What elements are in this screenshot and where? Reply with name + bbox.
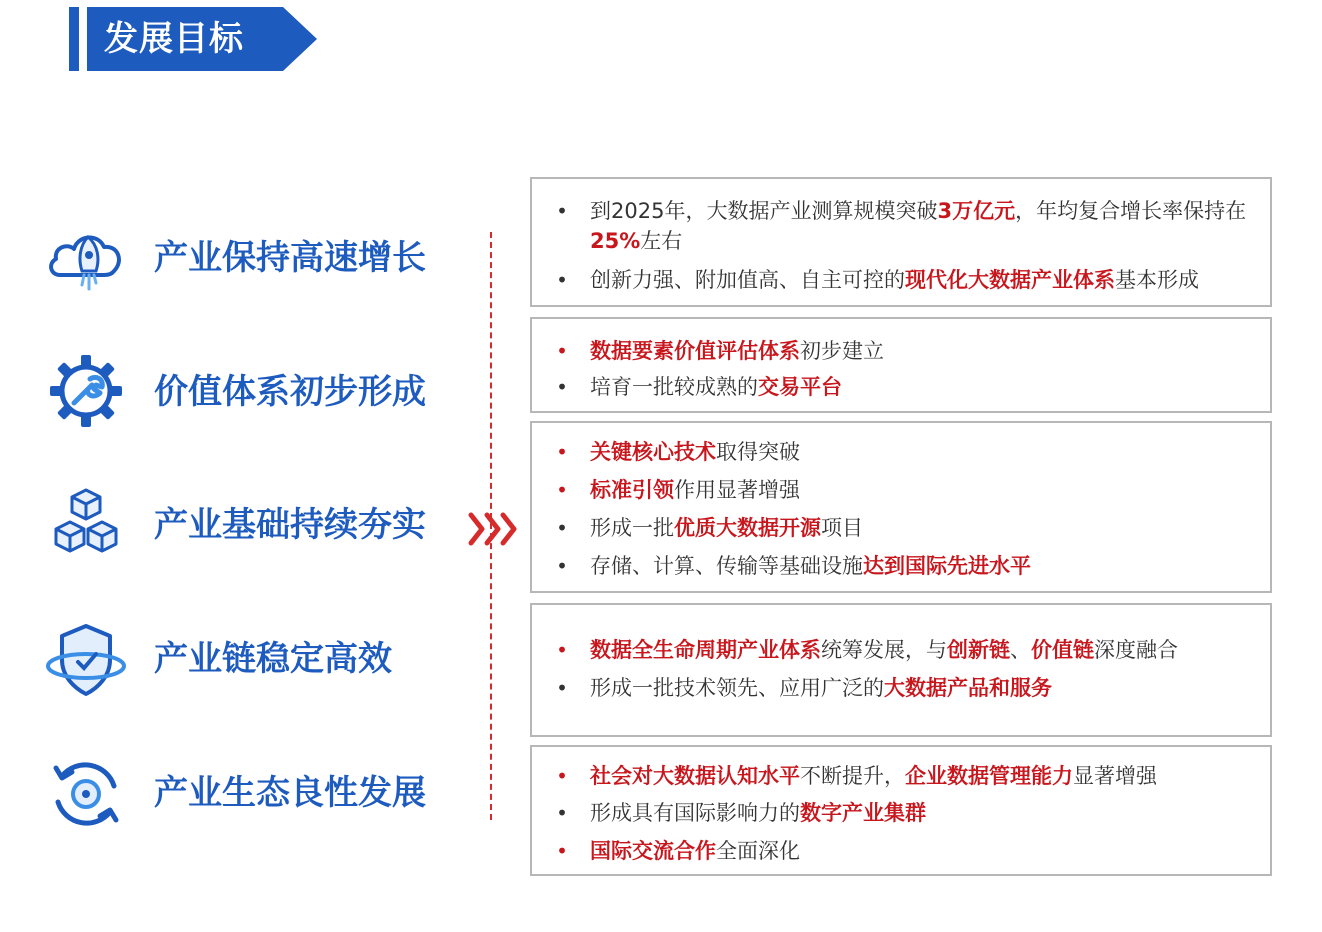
bullet-dot: • bbox=[556, 199, 568, 223]
bullet-dot: • bbox=[556, 638, 568, 662]
highlight-text: 数据要素价值评估体系 bbox=[590, 339, 800, 363]
bullet-dot: • bbox=[556, 268, 568, 292]
bullet-dot: • bbox=[556, 478, 568, 502]
category-label: 产业生态良性发展 bbox=[154, 773, 426, 813]
goal-bullet bbox=[532, 372, 1270, 402]
bullet-text: 显著增强 bbox=[1073, 764, 1157, 788]
gear-wrench-icon bbox=[44, 349, 128, 433]
highlight-text: 交易平台 bbox=[758, 375, 842, 399]
highlight-text: 国际交流合作 bbox=[590, 839, 716, 863]
bullet-text: 创新力强、附加值高、自主可控的 bbox=[590, 268, 905, 292]
bullet-text: 左右 bbox=[640, 229, 683, 253]
bullet-text: 到2025年，大数据产业测算规模突破 bbox=[590, 199, 938, 223]
bullet-text: 基本形成 bbox=[1115, 268, 1199, 292]
bullet-dot: • bbox=[556, 676, 568, 700]
cloud-rocket-icon bbox=[44, 213, 128, 297]
category-label: 产业链稳定高效 bbox=[154, 639, 392, 679]
highlight-text: 大数据产品和服务 bbox=[884, 676, 1052, 700]
bullet-dot: • bbox=[556, 440, 568, 464]
highlight-text: 企业数据管理能力 bbox=[905, 764, 1073, 788]
highlight-text: 数据全生命周期产业体系 bbox=[590, 638, 821, 662]
bullet-text: ，年均复合增长率保持在 bbox=[1015, 199, 1247, 223]
bullet-dot: • bbox=[556, 375, 568, 399]
bullet-text: 取得突破 bbox=[716, 440, 800, 464]
highlight-text: 现代化大数据产业体系 bbox=[905, 268, 1115, 292]
goal-bullet bbox=[532, 196, 1270, 256]
goal-bullet bbox=[532, 798, 1270, 828]
goal-bullet bbox=[532, 635, 1270, 665]
goal-box bbox=[530, 317, 1272, 413]
bullet-text: 存储、计算、传输等基础设施 bbox=[590, 554, 863, 578]
bullet-text: 形成一批 bbox=[590, 516, 674, 540]
bullet-dot: • bbox=[556, 839, 568, 863]
bullet-text: 培育一批较成熟的 bbox=[590, 375, 758, 399]
goal-bullet bbox=[532, 551, 1270, 581]
goal-bullet bbox=[532, 673, 1270, 703]
bullet-dot: • bbox=[556, 339, 568, 363]
highlight-text: 优质大数据开源 bbox=[674, 516, 821, 540]
goal-bullet bbox=[532, 336, 1270, 366]
bullet-text: 项目 bbox=[821, 516, 863, 540]
bullet-dot: • bbox=[556, 801, 568, 825]
goal-bullet bbox=[532, 513, 1270, 543]
bullet-text: 深度融合 bbox=[1094, 638, 1178, 662]
goal-bullet bbox=[532, 437, 1270, 467]
bullet-text: 全面深化 bbox=[716, 839, 800, 863]
goal-bullet bbox=[532, 836, 1270, 866]
highlight-text: 3万亿元 bbox=[937, 199, 1016, 223]
highlight-text: 创新链 bbox=[947, 638, 1010, 662]
bullet-dot: • bbox=[556, 516, 568, 540]
highlight-text: 数字产业集群 bbox=[800, 801, 926, 825]
bullet-text: 不断提升， bbox=[800, 764, 905, 788]
goal-box bbox=[530, 177, 1272, 307]
chevron-right-icon bbox=[466, 509, 520, 549]
bullet-text: 统筹发展，与 bbox=[821, 638, 947, 662]
highlight-text: 25% bbox=[590, 229, 641, 253]
bullet-text: 、 bbox=[1010, 638, 1031, 662]
page-title: 发展目标 bbox=[104, 19, 244, 59]
header-accent-bar bbox=[69, 7, 79, 71]
target-cycle-icon bbox=[44, 752, 128, 836]
bullet-text: 形成具有国际影响力的 bbox=[590, 801, 800, 825]
highlight-text: 社会对大数据认知水平 bbox=[590, 764, 800, 788]
bullet-text: 初步建立 bbox=[800, 339, 884, 363]
bullet-dot: • bbox=[556, 764, 568, 788]
goal-bullet bbox=[532, 475, 1270, 505]
goal-bullet bbox=[532, 761, 1270, 791]
highlight-text: 达到国际先进水平 bbox=[863, 554, 1031, 578]
highlight-text: 关键核心技术 bbox=[590, 440, 716, 464]
cubes-icon bbox=[44, 482, 128, 566]
category-label: 产业基础持续夯实 bbox=[154, 505, 426, 545]
category-label: 产业保持高速增长 bbox=[154, 238, 426, 278]
bullet-text: 作用显著增强 bbox=[674, 478, 800, 502]
bullet-dot: • bbox=[556, 554, 568, 578]
goal-box bbox=[530, 421, 1272, 593]
highlight-text: 标准引领 bbox=[590, 478, 674, 502]
goal-bullet bbox=[532, 265, 1270, 295]
shield-orbit-icon bbox=[44, 618, 128, 702]
highlight-text: 价值链 bbox=[1031, 638, 1094, 662]
bullet-text: 形成一批技术领先、应用广泛的 bbox=[590, 676, 884, 700]
goal-box bbox=[530, 603, 1272, 737]
category-label: 价值体系初步形成 bbox=[154, 372, 426, 412]
goal-box bbox=[530, 745, 1272, 876]
